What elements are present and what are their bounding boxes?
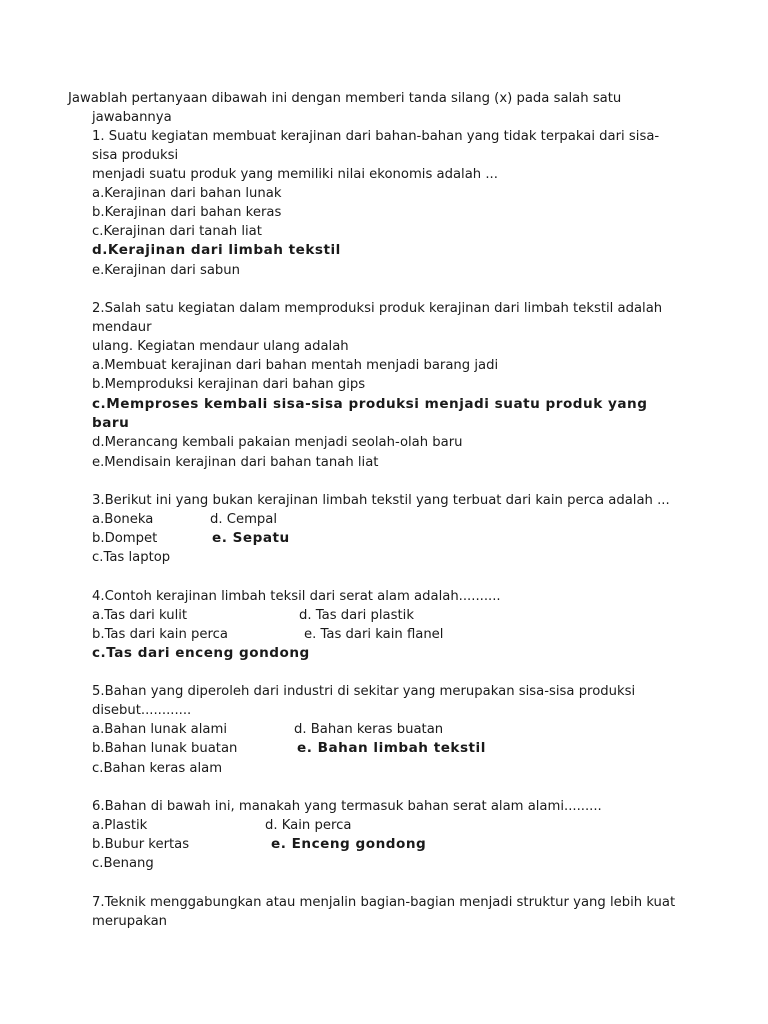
q3-option-e-answer: e. Sepatu <box>212 530 290 546</box>
q2-option-d: d.Merancang kembali pakaian menjadi seolah-olah baru <box>92 435 463 450</box>
q1-option-d-answer: d.Kerajinan dari limbah tekstil <box>92 242 341 258</box>
q3-option-b: b.Dompet <box>92 531 158 546</box>
q4-option-d: d. Tas dari plastik <box>299 608 414 623</box>
q5-stem-line-1: 5.Bahan yang diperoleh dari industri di sekitar yang merupakan sisa-sisa produksi <box>92 684 636 699</box>
q5-option-e-answer: e. Bahan limbah tekstil <box>297 740 486 756</box>
instruction-line-1: Jawablah pertanyaan dibawah ini dengan memberi tanda silang (x) pada salah satu <box>68 91 622 106</box>
q3-option-d: d. Cempal <box>210 512 278 527</box>
q3-option-c: c.Tas laptop <box>92 550 171 565</box>
q1-option-a: a.Kerajinan dari bahan lunak <box>92 186 282 201</box>
q5-option-b: b.Bahan lunak buatan <box>92 741 238 756</box>
q6-option-e-answer: e. Enceng gondong <box>271 836 427 852</box>
q1-stem-line-2: sisa produksi <box>92 148 179 163</box>
q6-option-b: b.Bubur kertas <box>92 837 190 852</box>
q6-option-a: a.Plastik <box>92 818 148 833</box>
q2-option-c-answer-line-2: baru <box>92 415 130 431</box>
instruction-line-2: jawabannya <box>92 110 172 125</box>
q1-stem-line-3: menjadi suatu produk yang memiliki nilai ekonomis adalah ... <box>92 167 498 182</box>
q2-option-e: e.Mendisain kerajinan dari bahan tanah liat <box>92 455 379 470</box>
q1-stem-line-1: 1. Suatu kegiatan membuat kerajinan dari bahan-bahan yang tidak terpakai dari sisa- <box>92 129 660 144</box>
q4-option-b: b.Tas dari kain perca <box>92 627 228 642</box>
q6-option-c: c.Benang <box>92 856 154 871</box>
q3-option-a: a.Boneka <box>92 512 154 527</box>
q1-option-e: e.Kerajinan dari sabun <box>92 263 240 278</box>
q2-stem-line-1: 2.Salah satu kegiatan dalam memproduksi produk kerajinan dari limbah tekstil adalah <box>92 301 663 316</box>
q4-option-c-answer: c.Tas dari enceng gondong <box>92 645 310 661</box>
q2-option-c-answer-line-1: c.Memproses kembali sisa-sisa produksi menjadi suatu produk yang <box>92 396 648 412</box>
q3-stem: 3.Berikut ini yang bukan kerajinan limbah tekstil yang terbuat dari kain perca adalah ... <box>92 493 670 508</box>
q7-stem-line-1: 7.Teknik menggabungkan atau menjalin bagian-bagian menjadi struktur yang lebih kuat <box>92 895 676 910</box>
q7-stem-line-2: merupakan <box>92 914 168 929</box>
q6-option-d: d. Kain perca <box>265 818 352 833</box>
q5-option-d: d. Bahan keras buatan <box>294 722 444 737</box>
q2-stem-line-2: mendaur <box>92 320 152 335</box>
q2-option-a: a.Membuat kerajinan dari bahan mentah menjadi barang jadi <box>92 358 499 373</box>
q4-stem: 4.Contoh kerajinan limbah teksil dari serat alam adalah.......... <box>92 589 501 604</box>
q1-option-c: c.Kerajinan dari tanah liat <box>92 224 262 239</box>
q5-option-c: c.Bahan keras alam <box>92 761 223 776</box>
q5-stem-line-2: disebut............ <box>92 703 192 718</box>
q5-option-a: a.Bahan lunak alami <box>92 722 228 737</box>
q4-option-e: e. Tas dari kain flanel <box>304 627 444 642</box>
q4-option-a: a.Tas dari kulit <box>92 608 188 623</box>
q6-stem: 6.Bahan di bawah ini, manakah yang termasuk bahan serat alam alami......... <box>92 799 602 814</box>
q1-option-b: b.Kerajinan dari bahan keras <box>92 205 282 220</box>
q2-stem-line-3: ulang. Kegiatan mendaur ulang adalah <box>92 339 349 354</box>
q2-option-b: b.Memproduksi kerajinan dari bahan gips <box>92 377 366 392</box>
